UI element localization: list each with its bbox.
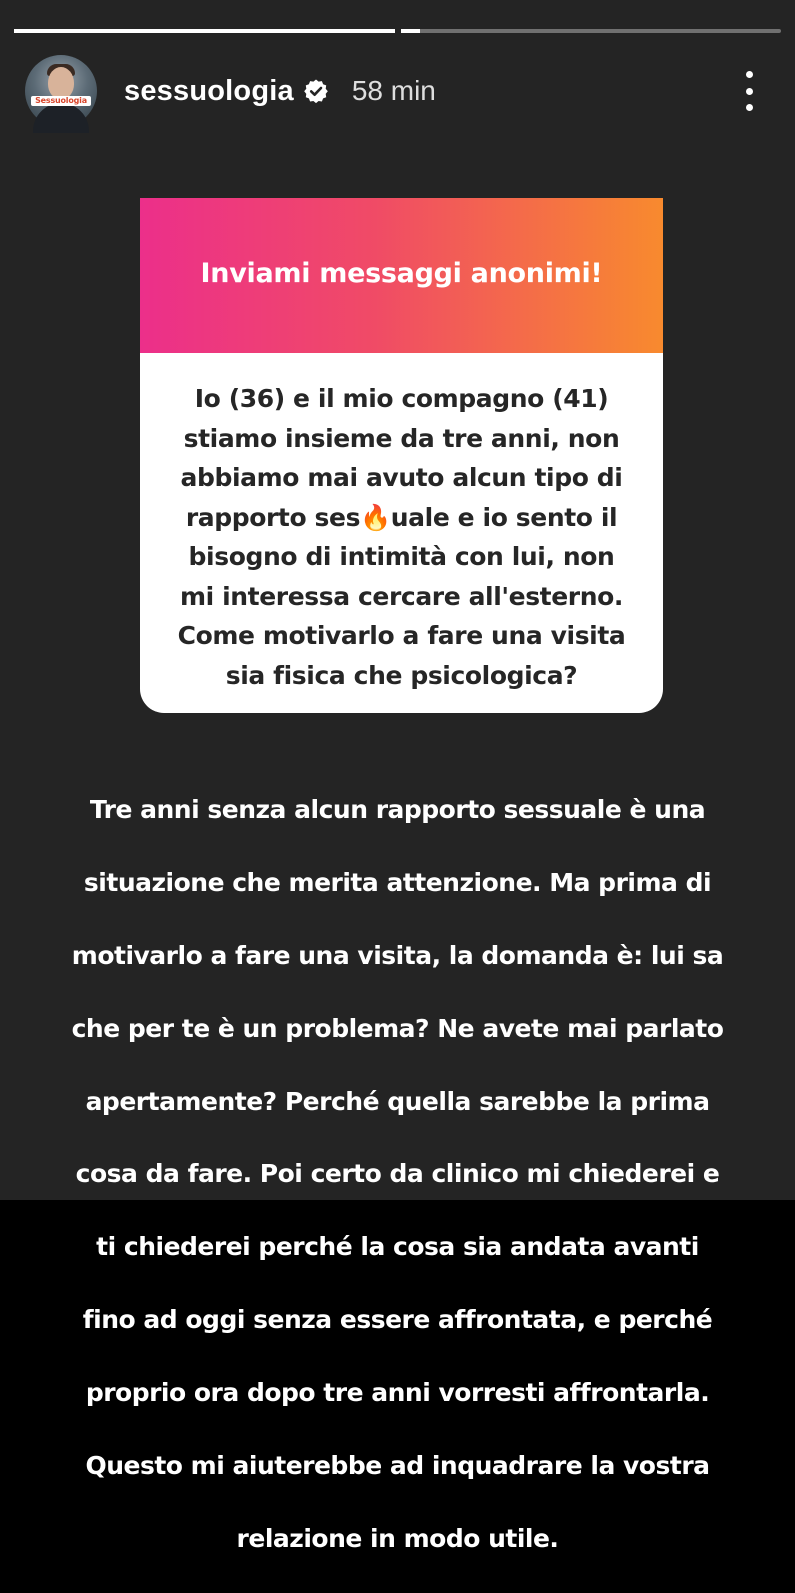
question-line: abbiamo mai avuto alcun tipo di bbox=[180, 463, 623, 492]
reply-line: cosa da fare. Poi certo da clinico mi chiederei e bbox=[75, 1159, 720, 1189]
more-options-button[interactable] bbox=[739, 71, 759, 111]
post-time: 58 min bbox=[351, 75, 436, 106]
username[interactable]: sessuologia bbox=[124, 74, 294, 107]
reply-line: Tre anni senza alcun rapporto sessuale è una bbox=[89, 795, 706, 825]
question-sticker-header bbox=[140, 198, 663, 353]
reply-line: proprio ora dopo tre anni vorresti affrontarla. bbox=[85, 1377, 710, 1407]
verified-badge-icon bbox=[303, 78, 329, 104]
avatar-body bbox=[33, 103, 89, 133]
question-line: sia fisica che psicologica? bbox=[225, 660, 578, 690]
question-line: bisogno di intimità con lui, non bbox=[188, 542, 615, 571]
avatar[interactable] bbox=[25, 55, 97, 127]
question-sticker-text bbox=[140, 353, 663, 695]
reply-line: motivarlo a fare una visita, la domanda è: lui sa bbox=[71, 941, 724, 971]
reply-line: apertamente? Perché quella sarebbe la prima bbox=[85, 1086, 710, 1116]
progress-fill-1 bbox=[14, 29, 395, 33]
story-header bbox=[25, 55, 770, 127]
reply-line: che per te è un problema? Ne avete mai parlato bbox=[71, 1013, 724, 1043]
question-line: mi interessa cercare all'esterno. bbox=[179, 581, 623, 611]
question-line: Come motivarlo a fare una visita bbox=[177, 621, 626, 650]
more-vertical-icon-dot bbox=[746, 104, 753, 111]
avatar-tag: Sessuologia bbox=[31, 96, 91, 106]
reply-line: ti chiederei perché la cosa sia andata avanti bbox=[96, 1232, 699, 1262]
reply-line: Questo mi aiuterebbe ad inquadrare la vostra bbox=[85, 1450, 710, 1480]
progress-segment-1 bbox=[14, 29, 395, 33]
question-line: rapporto ses🔥uale e io sento il bbox=[185, 502, 618, 532]
reply-line: fino ad oggi senza essere affrontata, e perché bbox=[82, 1305, 713, 1335]
question-line: stiamo insieme da tre anni, non bbox=[183, 423, 620, 453]
reply-text bbox=[60, 756, 735, 1593]
avatar-head bbox=[48, 67, 74, 99]
question-line: Io (36) e il mio compagno (41) bbox=[194, 384, 609, 413]
question-sticker-title: Inviami messaggi anonimi! bbox=[200, 258, 603, 289]
reply-line: situazione che merita attenzione. Ma prima di bbox=[83, 868, 712, 898]
story-progress-bar bbox=[14, 29, 781, 34]
reply-line: relazione in modo utile. bbox=[236, 1523, 559, 1553]
progress-fill-2 bbox=[401, 29, 420, 33]
progress-segment-2 bbox=[401, 29, 782, 33]
question-sticker bbox=[140, 198, 663, 713]
more-vertical-icon-dot bbox=[746, 88, 753, 95]
more-vertical-icon bbox=[746, 71, 753, 78]
